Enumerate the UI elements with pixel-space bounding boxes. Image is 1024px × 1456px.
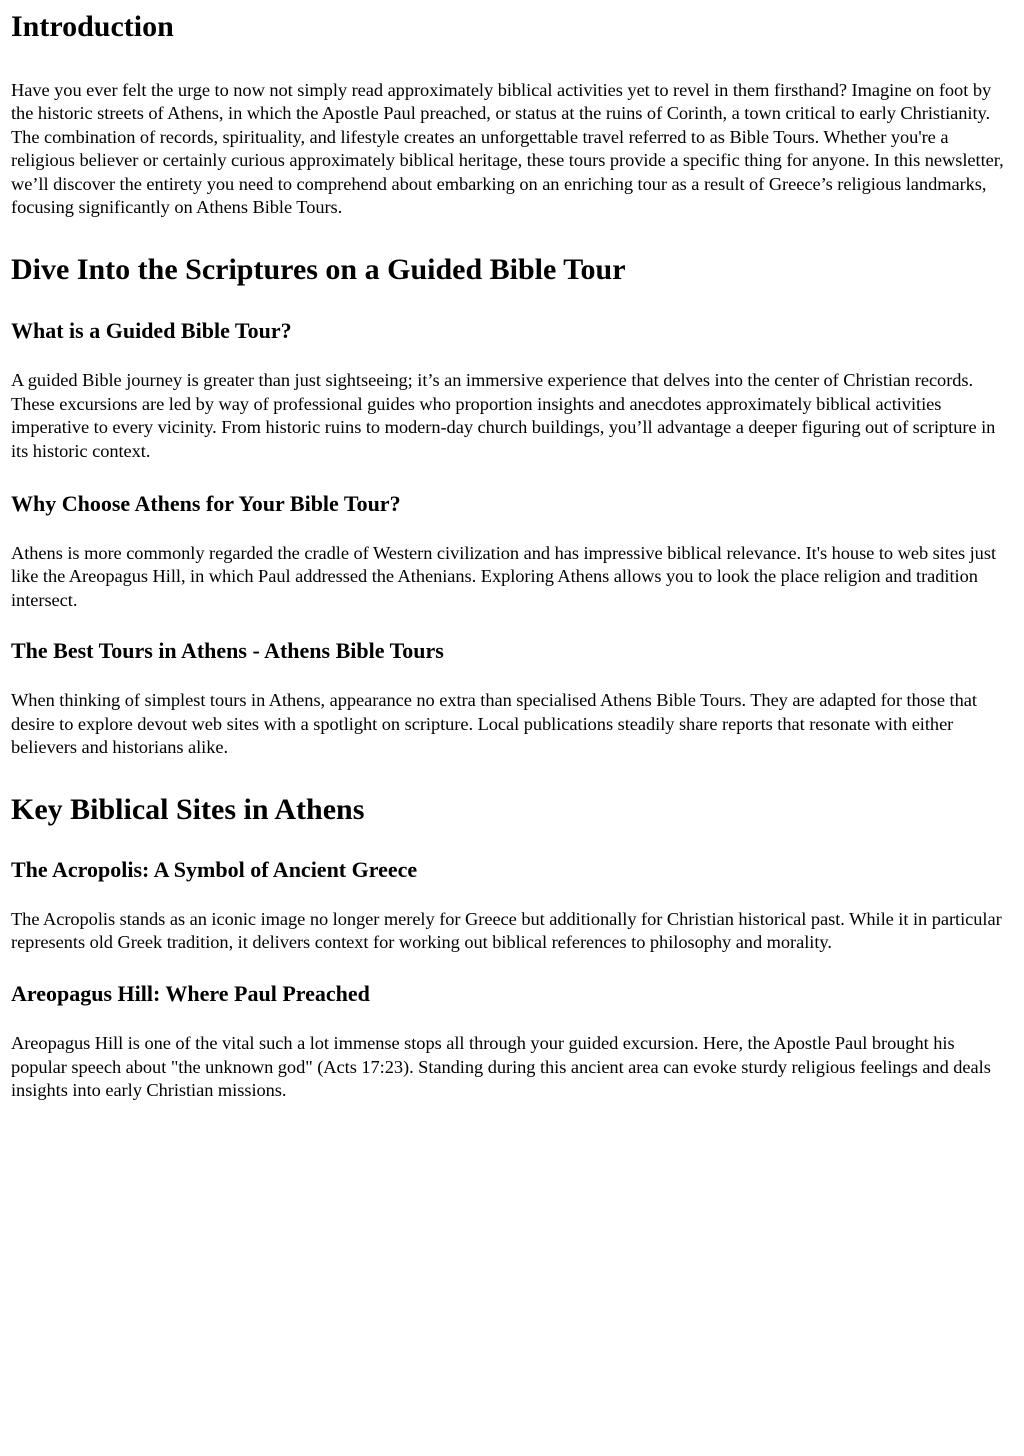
guided-bible-tour-heading: Dive Into the Scriptures on a Guided Bible Tour [11,253,626,287]
key-sites-heading: Key Biblical Sites in Athens [11,792,365,826]
best-tours-subheading: The Best Tours in Athens - Athens Bible Tours [11,638,444,664]
areopagus-subheading: Areopagus Hill: Where Paul Preached [11,981,370,1007]
best-tours-paragraph: When thinking of simplest tours in Athens, appearance no extra than specialised Athens Bible Tours. They are adapted for those that desire to explore devout web sites with a spotlight on scripture. Local publications steadily share reports that resonate with either believers and historians alike. [11,690,977,758]
areopagus-paragraph: Areopagus Hill is one of the vital such a lot immense stops all through your guided excursion. Here, the Apostle Paul brought his popular speech about "the unknown god" (Acts 17:23). Standing during this ancient area can evoke sturdy religious feelings and deals insights into early Christian missions. [11,1033,991,1101]
acropolis-subheading: The Acropolis: A Symbol of Ancient Greece [11,856,418,882]
why-athens-paragraph: Athens is more commonly regarded the cradle of Western civilization and has impressive biblical relevance. It's house to web sites just like the Areopagus Hill, in which Paul addressed the Athenians. Exploring Athens allows you to look the place religion and tradition intersect. [11,543,996,610]
article [0,10,1024,1103]
why-athens-subheading: Why Choose Athens for Your Bible Tour? [11,491,401,517]
introduction-paragraph: Have you ever felt the urge to now not simply read approximately biblical activities yet to revel in them firsthand? Imagine on foot by the historic streets of Athens, in which the Apostle Paul preached, or status at the ruins of Corinth, a town critical to early Christianity. The combination of records, spirituality, and lifestyle creates an unforgettable travel referred to as Bible Tours. Whether you're a religious believer or certainly curious approximately biblical heritage, these tours provide a specific thing for anyone. In this newsletter, we’ll discover the entirety you need to comprehend about embarking on an enriching tour as a result of Greece’s religious landmarks, focusing significantly on Athens Bible Tours. [11,80,1004,218]
what-is-tour-subheading: What is a Guided Bible Tour? [11,318,292,344]
introduction-heading: Introduction [11,10,174,43]
acropolis-paragraph: The Acropolis stands as an iconic image no longer merely for Greece but additionally for Christian historical past. While it in particular represents old Greek tradition, it delivers context for working out biblical references to philosophy and morality. [11,908,1002,952]
what-is-tour-paragraph: A guided Bible journey is greater than just sightseeing; it’s an immersive experience that delves into the center of Christian records. These excursions are led by way of professional guides who proportion insights and anecdotes approximately biblical activities imperative to every vicinity. From historic ruins to modern-day church buildings, you’ll advantage a deeper figuring out of scripture in its historic context. [11,370,996,461]
